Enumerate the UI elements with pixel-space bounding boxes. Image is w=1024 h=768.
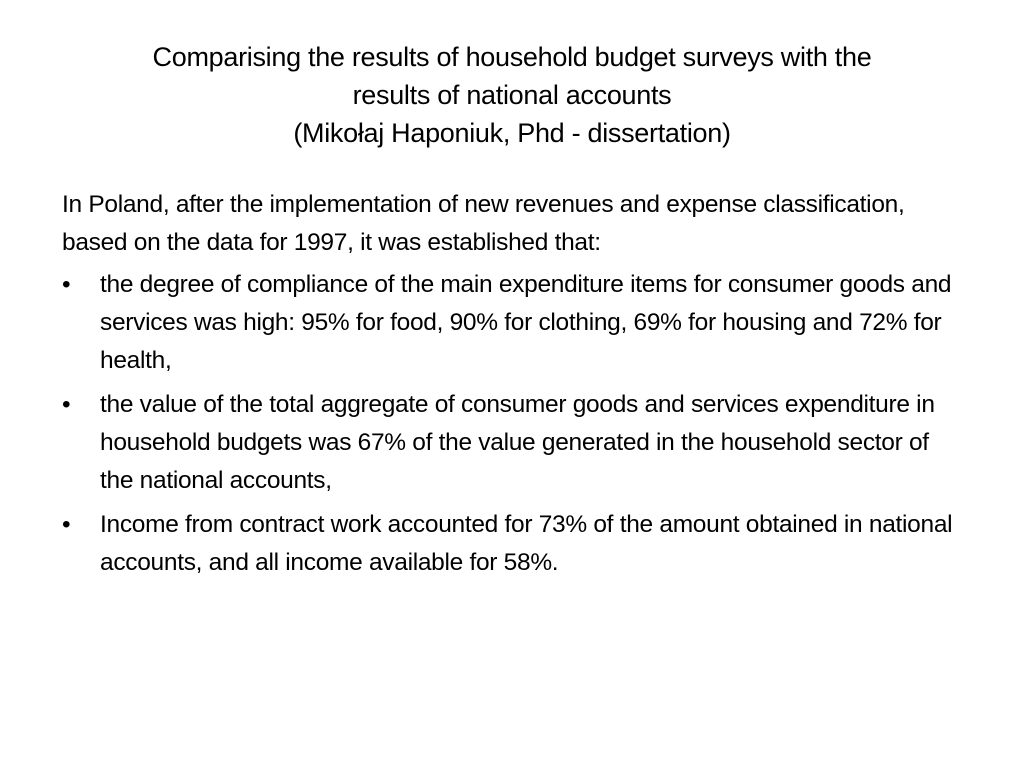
bullet-text: the value of the total aggregate of consumer goods and services expenditure in household budgets was 67% of the value generated in the household sector of the national accounts, — [100, 391, 935, 494]
title-line: results of national accounts — [352, 80, 672, 110]
slide-title — [60, 38, 964, 152]
bullet-item — [62, 506, 962, 582]
bullet-item — [62, 266, 962, 380]
slide-body — [62, 186, 962, 588]
bullet-list — [62, 266, 962, 582]
bullet-icon: • — [62, 391, 71, 418]
bullet-icon: • — [62, 271, 71, 298]
title-line: Comparising the results of household budget surveys with the — [152, 42, 872, 72]
title-line: (Mikołaj Haponiuk, Phd - dissertation) — [293, 118, 731, 148]
bullet-text: the degree of compliance of the main expenditure items for consumer goods and services was high: 95% for food, 90% for clothing, 69% for housing and 72% for health, — [100, 271, 952, 374]
bullet-icon: • — [62, 511, 71, 538]
bullet-text: Income from contract work accounted for 73% of the amount obtained in national accounts, and all income available for 58%. — [100, 511, 953, 576]
intro-paragraph: In Poland, after the implementation of new revenues and expense classification, based on the data for 1997, it was established that: — [62, 191, 905, 256]
bullet-item — [62, 386, 962, 500]
